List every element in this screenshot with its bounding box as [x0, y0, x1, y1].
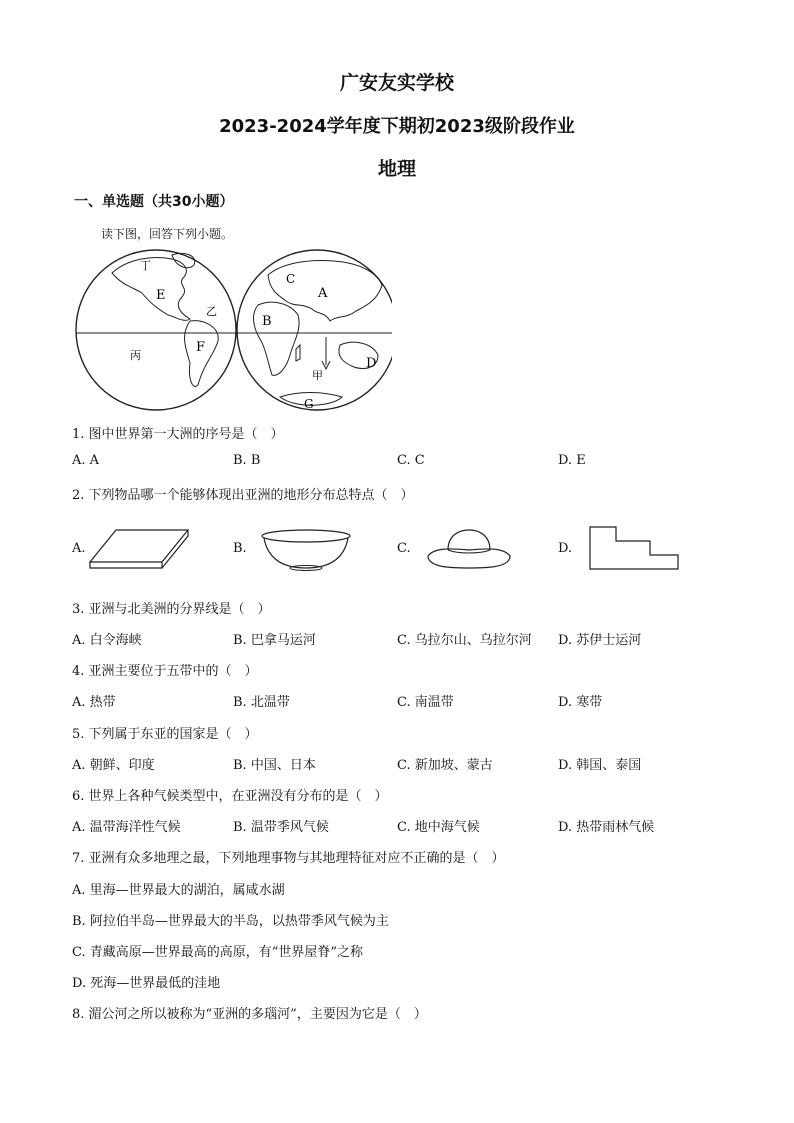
- africa-shape: [254, 302, 300, 375]
- q2-option-c[interactable]: C.: [397, 541, 411, 556]
- bowl-icon: [258, 526, 354, 572]
- q7-option-b[interactable]: B. 阿拉伯半岛—世界最大的半岛，以热带季风气候为主: [72, 914, 389, 929]
- q4-option-c[interactable]: C. 南温带: [397, 695, 454, 710]
- q3-option-d[interactable]: D. 苏伊士运河: [558, 633, 642, 648]
- q4-option-d[interactable]: D. 寒带: [558, 695, 603, 710]
- q5-option-b[interactable]: B. 中国、日本: [233, 758, 316, 773]
- subject-title: 地理: [377, 158, 416, 180]
- question-4-stem: 4. 亚洲主要位于五带中的（ ）: [72, 664, 258, 679]
- map-label-ding: 丁: [140, 259, 151, 272]
- q4-option-b[interactable]: B. 北温带: [233, 695, 290, 710]
- q2-option-a[interactable]: A.: [72, 541, 86, 556]
- question-5-stem: 5. 下列属于东亚的国家是（ ）: [72, 727, 258, 742]
- question-2-stem: 2. 下列物品哪一个能够体现出亚洲的地形分布总特点（ ）: [72, 488, 414, 503]
- q2-option-d[interactable]: D.: [558, 541, 573, 556]
- exam-term-title: 2023-2024学年度下期初2023级阶段作业: [219, 116, 575, 137]
- q5-option-d[interactable]: D. 韩国、泰国: [558, 758, 642, 773]
- greenland-shape: [172, 253, 195, 267]
- map-label-c: C: [286, 272, 296, 286]
- q6-option-b[interactable]: B. 温带季风气候: [233, 820, 329, 835]
- section-title: 一、单选题（共30小题）: [74, 194, 234, 210]
- question-6-stem: 6. 世界上各种气候类型中，在亚洲没有分布的是（ ）: [72, 789, 388, 804]
- north-america-shape: [112, 258, 190, 321]
- map-label-yi: 乙: [206, 305, 217, 318]
- q6-option-c[interactable]: C. 地中海气候: [397, 820, 480, 835]
- question-1-stem: 1. 图中世界第一大洲的序号是（ ）: [72, 427, 284, 442]
- madagascar-shape: [296, 345, 300, 361]
- school-name: 广安友实学校: [339, 72, 454, 94]
- q7-option-a[interactable]: A. 里海—世界最大的湖泊，属咸水湖: [72, 883, 285, 898]
- question-3-stem: 3. 亚洲与北美洲的分界线是（ ）: [72, 602, 271, 617]
- q7-option-d[interactable]: D. 死海—世界最低的洼地: [72, 976, 221, 991]
- q7-option-c[interactable]: C. 青藏高原—世界最高的高原，有“世界屋脊”之称: [72, 945, 364, 960]
- map-label-e: E: [156, 288, 166, 303]
- western-hemisphere-circle: [76, 250, 236, 410]
- q1-option-c[interactable]: C. C: [397, 453, 425, 468]
- q1-option-d[interactable]: D. E: [558, 453, 586, 468]
- q5-option-c[interactable]: C. 新加坡、蒙古: [397, 758, 493, 773]
- q3-option-b[interactable]: B. 巴拿马运河: [233, 633, 316, 648]
- q6-option-a[interactable]: A. 温带海洋性气候: [72, 820, 181, 835]
- q2-option-b[interactable]: B.: [233, 541, 247, 556]
- map-label-f: F: [196, 340, 206, 355]
- question-7-stem: 7. 亚洲有众多地理之最，下列地理事物与其地理特征对应不正确的是（ ）: [72, 851, 505, 866]
- map-label-bing: 丙: [130, 349, 141, 362]
- map-label-a: A: [318, 286, 328, 301]
- hat-icon: [424, 526, 514, 572]
- q3-option-c[interactable]: C. 乌拉尔山、乌拉尔河: [397, 633, 532, 648]
- eastern-hemisphere-circle: [237, 250, 392, 410]
- world-hemispheres-map: [72, 245, 392, 415]
- map-label-b: B: [262, 314, 272, 329]
- q3-option-a[interactable]: A. 白令海峡: [72, 633, 142, 648]
- question-8-stem: 8. 湄公河之所以被称为“亚洲的多瑙河”，主要因为它是（ ）: [72, 1007, 427, 1022]
- q1-option-b[interactable]: B. B: [233, 453, 261, 468]
- q6-option-d[interactable]: D. 热带雨林气候: [558, 820, 655, 835]
- map-label-d: D: [366, 356, 377, 371]
- intro-text: 读下图，回答下列小题。: [101, 227, 234, 241]
- q1-option-a[interactable]: A. A: [72, 453, 100, 468]
- flat-board-icon: [88, 528, 192, 570]
- q4-option-a[interactable]: A. 热带: [72, 695, 116, 710]
- q5-option-a[interactable]: A. 朝鲜、印度: [72, 758, 155, 773]
- map-label-g: G: [304, 397, 314, 411]
- map-label-jia: 甲: [312, 369, 323, 382]
- steps-icon: [588, 525, 680, 571]
